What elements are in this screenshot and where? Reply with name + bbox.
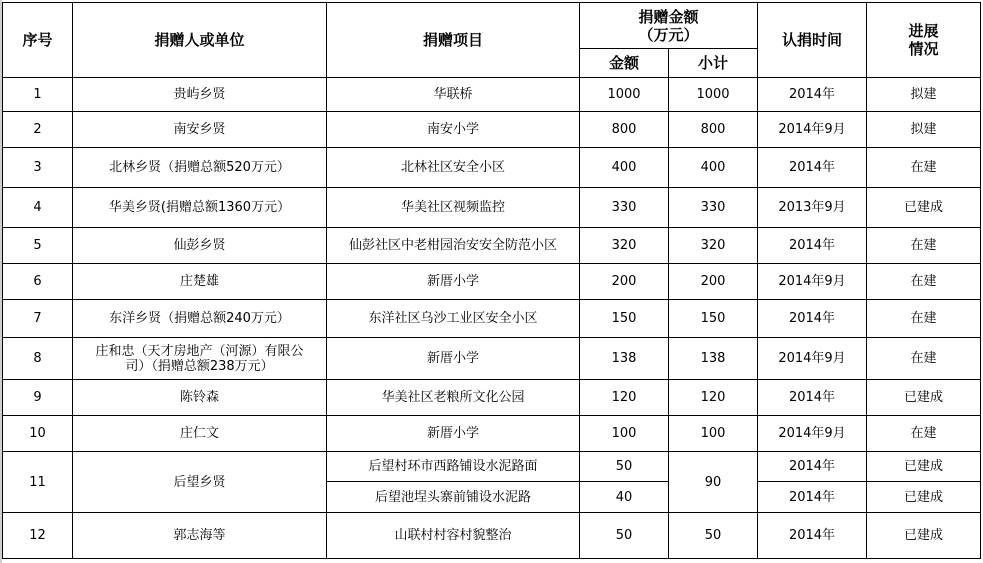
cell-seq: 11	[3, 452, 73, 513]
header-pledge-time: 认捐时间	[758, 3, 867, 78]
cell-donor: 庄仁文	[73, 416, 327, 452]
cell-status: 在建	[867, 148, 981, 188]
cell-amount: 330	[580, 188, 669, 228]
cell-amount: 100	[580, 416, 669, 452]
cell-amount: 1000	[580, 78, 669, 112]
cell-seq: 1	[3, 78, 73, 112]
table-row	[3, 148, 981, 188]
header-seq: 序号	[3, 3, 73, 78]
cell-amount: 400	[580, 148, 669, 188]
cell-status: 已建成	[867, 452, 981, 482]
cell-pledge-time: 2014年9月	[758, 112, 867, 148]
cell-pledge-time: 2014年9月	[758, 338, 867, 380]
cell-amount: 800	[580, 112, 669, 148]
header-amount-group-line2: （万元）	[638, 25, 699, 44]
cell-seq: 7	[3, 300, 73, 338]
donation-table	[2, 2, 981, 559]
table-row	[3, 300, 981, 338]
cell-subtotal: 1000	[669, 78, 758, 112]
cell-subtotal: 138	[669, 338, 758, 380]
table-row	[3, 416, 981, 452]
cell-pledge-time: 2014年	[758, 452, 867, 482]
cell-subtotal: 200	[669, 264, 758, 300]
cell-project: 仙彭社区中老柑园治安安全防范小区	[327, 228, 580, 264]
cell-subtotal: 100	[669, 416, 758, 452]
cell-project: 东洋社区乌沙工业区安全小区	[327, 300, 580, 338]
cell-seq: 12	[3, 513, 73, 559]
cell-pledge-time: 2014年	[758, 380, 867, 416]
cell-amount: 138	[580, 338, 669, 380]
table-row	[3, 228, 981, 264]
cell-status: 拟建	[867, 112, 981, 148]
cell-status: 在建	[867, 416, 981, 452]
cell-pledge-time: 2014年	[758, 228, 867, 264]
cell-seq: 9	[3, 380, 73, 416]
cell-status: 在建	[867, 300, 981, 338]
cell-seq: 10	[3, 416, 73, 452]
cell-subtotal: 90	[669, 452, 758, 513]
cell-donor: 南安乡贤	[73, 112, 327, 148]
cell-project: 后望村环市西路铺设水泥路面	[327, 452, 580, 482]
table-row	[3, 380, 981, 416]
cell-seq: 4	[3, 188, 73, 228]
cell-pledge-time: 2014年9月	[758, 264, 867, 300]
cell-pledge-time: 2014年	[758, 148, 867, 188]
cell-status: 拟建	[867, 78, 981, 112]
cell-project: 后望池埕头寨前铺设水泥路	[327, 482, 580, 513]
cell-pledge-time: 2014年	[758, 482, 867, 513]
cell-amount: 150	[580, 300, 669, 338]
cell-status: 已建成	[867, 482, 981, 513]
header-progress	[867, 3, 981, 78]
cell-project: 南安小学	[327, 112, 580, 148]
cell-amount: 50	[580, 513, 669, 559]
cell-amount: 320	[580, 228, 669, 264]
cell-donor-line2: 司）（捐赠总额238万元）	[125, 358, 274, 374]
cell-subtotal: 150	[669, 300, 758, 338]
table-row	[3, 78, 981, 112]
cell-project: 北林社区安全小区	[327, 148, 580, 188]
cell-pledge-time: 2013年9月	[758, 188, 867, 228]
cell-donor-line1: 庄和忠（天才房地产（河源）有限公	[95, 343, 304, 359]
table-row	[3, 188, 981, 228]
cell-subtotal: 400	[669, 148, 758, 188]
cell-status: 在建	[867, 264, 981, 300]
cell-status: 已建成	[867, 380, 981, 416]
cell-donor: 仙彭乡贤	[73, 228, 327, 264]
header-donor: 捐赠人或单位	[73, 3, 327, 78]
header-progress-line2: 情况	[908, 40, 939, 58]
cell-donor: 后望乡贤	[73, 452, 327, 513]
cell-amount: 50	[580, 452, 669, 482]
cell-seq: 6	[3, 264, 73, 300]
cell-amount: 40	[580, 482, 669, 513]
cell-subtotal: 320	[669, 228, 758, 264]
cell-donor: 东洋乡贤（捐赠总额240万元）	[73, 300, 327, 338]
cell-status: 已建成	[867, 188, 981, 228]
header-progress-line1: 进展	[908, 22, 939, 40]
cell-seq: 3	[3, 148, 73, 188]
cell-donor: 华美乡贤(捐赠总额1360万元）	[73, 188, 327, 228]
header-project: 捐赠项目	[327, 3, 580, 78]
cell-project: 新厝小学	[327, 416, 580, 452]
header-amount-group	[580, 3, 758, 49]
cell-amount: 200	[580, 264, 669, 300]
cell-amount: 120	[580, 380, 669, 416]
cell-subtotal: 330	[669, 188, 758, 228]
cell-project: 华美社区老粮所文化公园	[327, 380, 580, 416]
cell-status: 已建成	[867, 513, 981, 559]
cell-seq: 5	[3, 228, 73, 264]
cell-project: 山联村村容村貌整治	[327, 513, 580, 559]
cell-subtotal: 50	[669, 513, 758, 559]
cell-donor: 郭志海等	[73, 513, 327, 559]
cell-pledge-time: 2014年	[758, 300, 867, 338]
cell-donor: 陈铃森	[73, 380, 327, 416]
cell-project: 华联桥	[327, 78, 580, 112]
cell-seq: 8	[3, 338, 73, 380]
cell-subtotal: 800	[669, 112, 758, 148]
table-row	[3, 338, 981, 380]
cell-status: 在建	[867, 338, 981, 380]
cell-pledge-time: 2014年	[758, 513, 867, 559]
cell-project: 华美社区视频监控	[327, 188, 580, 228]
cell-project: 新厝小学	[327, 264, 580, 300]
header-amount: 金额	[580, 49, 669, 78]
header-row-1	[3, 3, 981, 49]
cell-project: 新厝小学	[327, 338, 580, 380]
cell-donor: 庄楚雄	[73, 264, 327, 300]
cell-donor: 北林乡贤（捐赠总额520万元）	[73, 148, 327, 188]
table-row	[3, 112, 981, 148]
cell-donor	[73, 338, 327, 380]
cell-donor: 贵屿乡贤	[73, 78, 327, 112]
cell-pledge-time: 2014年9月	[758, 416, 867, 452]
cell-pledge-time: 2014年	[758, 78, 867, 112]
cell-seq: 2	[3, 112, 73, 148]
table-row	[3, 452, 981, 482]
cell-status: 在建	[867, 228, 981, 264]
table-row	[3, 264, 981, 300]
header-amount-group-line1: 捐赠金额	[638, 7, 699, 26]
table-row	[3, 513, 981, 559]
header-subtotal: 小计	[669, 49, 758, 78]
cell-subtotal: 120	[669, 380, 758, 416]
